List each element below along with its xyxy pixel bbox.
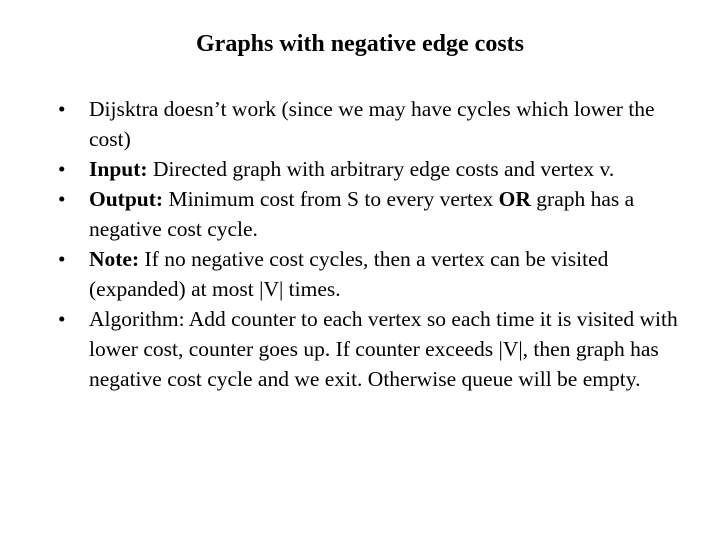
bullet-item-input <box>58 154 678 184</box>
slide-title: Graphs with negative edge costs <box>196 31 524 57</box>
bullet-item-output <box>58 184 678 244</box>
bullet-text: Directed graph with arbitrary edge costs and vertex v. <box>147 157 615 181</box>
bullet-emphasis-or: OR <box>498 187 531 211</box>
bullet-text-part-b: graph has a negative cost cycle. <box>89 187 635 241</box>
bullet-text: Dijsktra doesn’t work (since we may have cycles which lower the cost) <box>89 97 655 151</box>
bullet-lead-note: Note: <box>89 247 140 271</box>
bullet-marker: • <box>58 307 66 331</box>
bullet-marker: • <box>58 157 66 181</box>
bullet-marker: • <box>58 247 66 271</box>
bullet-item-note <box>58 244 678 304</box>
bullet-lead-output: Output: <box>89 187 164 211</box>
bullet-text-part-a: Minimum cost from S to every vertex <box>163 187 499 211</box>
bullet-item-algorithm <box>58 304 678 394</box>
bullet-text: Algorithm: Add counter to each vertex so each time it is visited with lower cost, counter goes up. If counter exceeds |V|, then graph has negative cost cycle and we exit. Otherwise queue will be empty. <box>89 307 678 391</box>
bullet-text: If no negative cost cycles, then a vertex can be visited (expanded) at most |V| times. <box>89 247 609 301</box>
bullet-lead-input: Input: <box>89 157 148 181</box>
bullet-list <box>58 94 678 394</box>
bullet-marker: • <box>58 97 66 121</box>
bullet-item-dijkstra <box>58 94 678 154</box>
bullet-marker: • <box>58 187 66 211</box>
